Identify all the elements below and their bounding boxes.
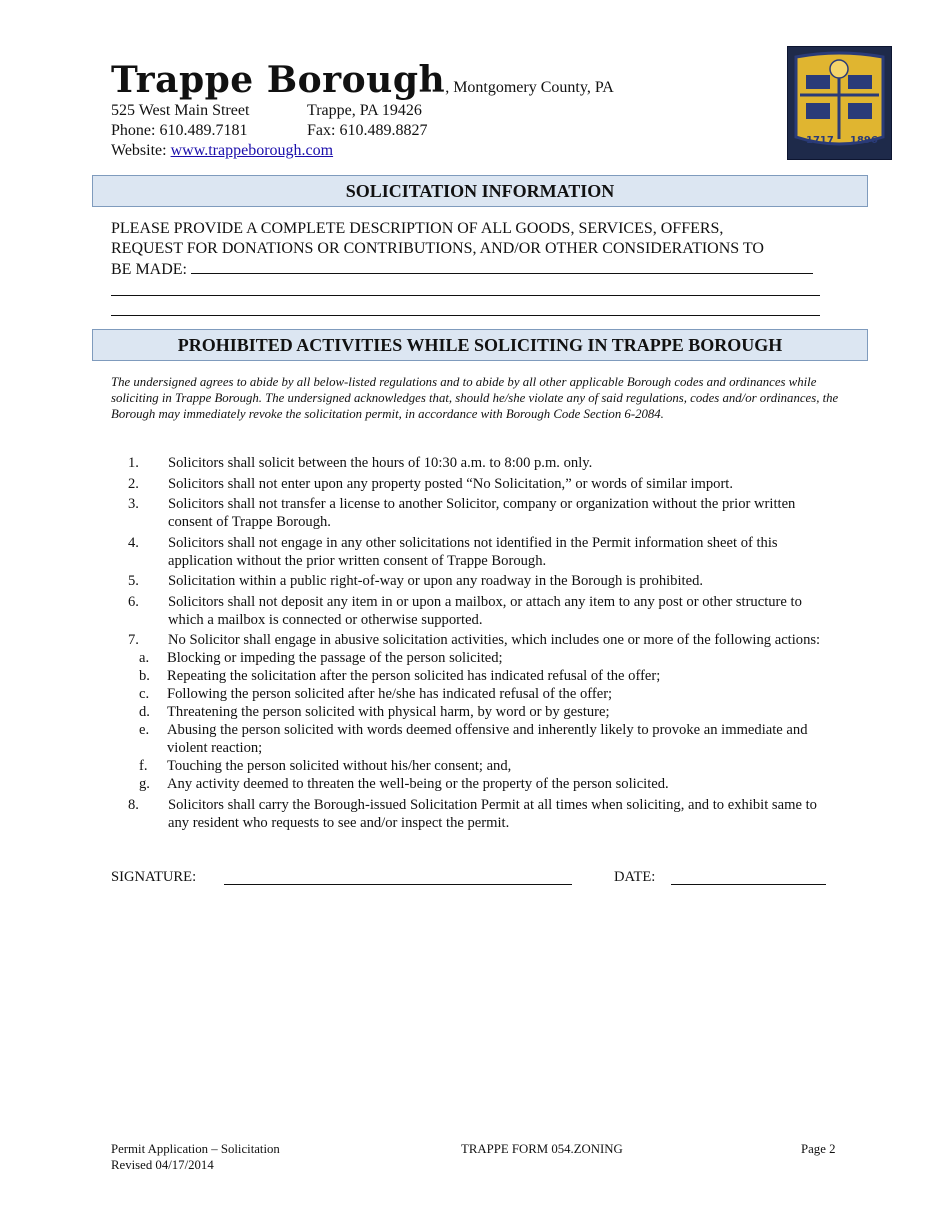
website-label: Website: — [111, 142, 171, 159]
list-item: 5. Solicitation within a public right-of-way or upon any roadway in the Borough is prohibited. — [128, 573, 704, 589]
prompt-line-2: REQUEST FOR DONATIONS OR CONTRIBUTIONS, AND/OR OTHER CONSIDERATIONS TO — [111, 240, 764, 257]
website-line — [111, 141, 333, 161]
agreement-intro: The undersigned agrees to abide by all below-listed regulations and to abide by all other applicable Borough codes and ordinances while soliciting in Trappe Borough. The undersigned acknowledges that, should he/she violate any of said regulations, codes and/or ordinances, the Borough may immediately revoke the solicitation permit, in accordance with Borough Code Section 6-2084. — [111, 375, 839, 421]
rules-list — [111, 454, 841, 835]
address-street: 525 West Main Street — [111, 102, 250, 119]
list-item: 8. Solicitors shall carry the Borough-issued Solicitation Permit at all times when soliciting, and to exhibit same to any resident who requests to see and/or inspect the permit. — [128, 797, 817, 831]
prompt-line-1: PLEASE PROVIDE A COMPLETE DESCRIPTION OF ALL GOODS, SERVICES, OFFERS, — [111, 220, 724, 237]
list-item: 2. Solicitors shall not enter upon any property posted “No Solicitation,” or words of similar import. — [128, 475, 734, 492]
phone-text: Phone: 610.489.7181 — [111, 122, 248, 139]
list-item: 3. Solicitors shall not transfer a license to another Solicitor, company or organization without the prior written consent of Trappe Borough. — [128, 496, 796, 530]
list-item: 6. Solicitors shall not deposit any item in or upon a mailbox, or attach any item to any post or other structure to which a mailbox is connected or otherwise supported. — [128, 593, 802, 628]
footer-form-code: TRAPPE FORM 054.ZONING — [461, 1142, 623, 1156]
prohibited-section-title: PROHIBITED ACTIVITIES WHILE SOLICITING IN TRAPPE BOROUGH — [92, 329, 868, 361]
sub-list-item: g. Any activity deemed to threaten the well-being or the property of the person solicited. — [139, 776, 669, 792]
description-prompt — [111, 219, 831, 280]
sub-list-item: b. Repeating the solicitation after the person solicited has indicated refusal of the offer; — [139, 668, 661, 684]
sub-list-item: d. Threatening the person solicited with physical harm, by word or by gesture; — [139, 704, 610, 720]
sub-list-item: f. Touching the person solicited without his/her consent; and, — [139, 758, 512, 774]
sub-list-item: a. Blocking or impeding the passage of the person solicited; — [139, 650, 503, 666]
footer-page-number: Page 2 — [801, 1142, 836, 1156]
fax-text: Fax: 610.489.8827 — [307, 122, 428, 139]
date-field[interactable] — [671, 870, 826, 885]
list-item: 7. No Solicitor shall engage in abusive solicitation activities, which includes one or more of the following actions: — [128, 632, 821, 648]
list-item: 4. Solicitors shall not engage in any other solicitations not identified in the Permit information sheet of this application without the prior written consent of Trappe Borough. — [128, 534, 778, 569]
sub-list-item: e. Abusing the person solicited with words deemed offensive and inherently likely to provoke an immediate and violent reaction; — [139, 722, 808, 756]
description-field-line-1[interactable] — [191, 259, 813, 274]
signature-field[interactable] — [224, 870, 572, 885]
sub-list-item: c. Following the person solicited after he/she has indicated refusal of the offer; — [139, 686, 613, 702]
seal-year-right: 1896 — [850, 135, 878, 146]
contact-line — [111, 121, 428, 141]
footer-revised: Revised 04/17/2014 — [111, 1158, 214, 1172]
website-link[interactable]: www.trappeborough.com — [170, 142, 334, 159]
county-text: , Montgomery County, PA — [445, 79, 614, 96]
prompt-line-3: BE MADE: — [111, 259, 831, 280]
description-field-line-2[interactable] — [111, 295, 820, 296]
date-label: DATE: — [614, 869, 656, 885]
borough-seal-logo — [787, 46, 892, 160]
signature-label: SIGNATURE: — [111, 869, 197, 885]
seal-year-left: 1717 — [806, 135, 834, 146]
address-city: Trappe, PA 19426 — [307, 102, 422, 119]
description-field-line-3[interactable] — [111, 315, 820, 316]
footer-form-name: Permit Application – Solicitation — [111, 1142, 280, 1156]
list-item: 1. Solicitors shall solicit between the hours of 10:30 a.m. to 8:00 p.m. only. — [128, 455, 593, 471]
solicitation-section-title: SOLICITATION INFORMATION — [92, 175, 868, 207]
address-line — [111, 101, 422, 121]
borough-name: Trappe Borough, Montgomery County, PA — [111, 59, 614, 101]
